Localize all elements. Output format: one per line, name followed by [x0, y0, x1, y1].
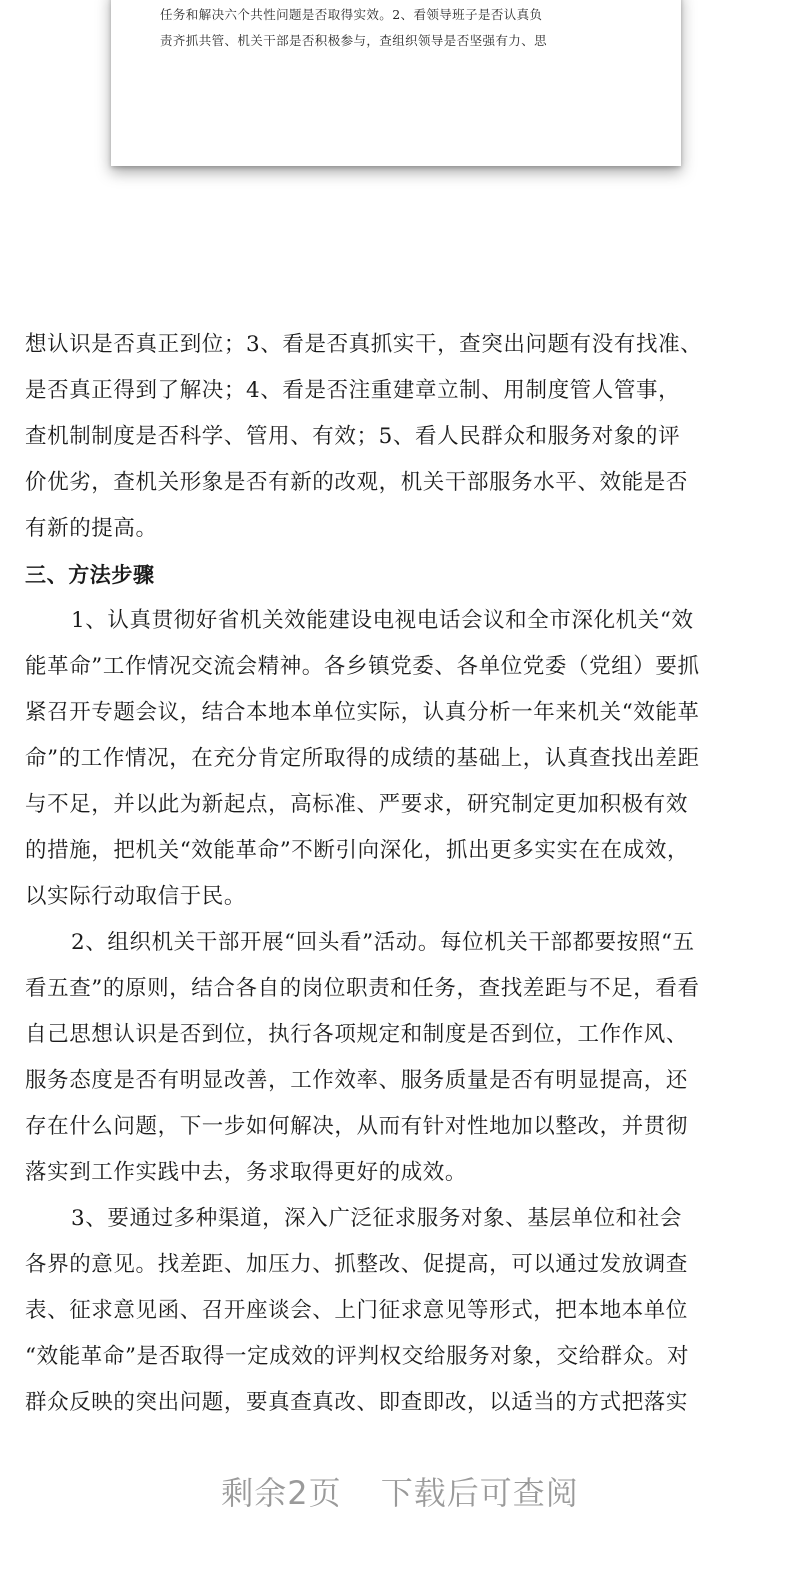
text-line: 服务态度是否有明显改善，工作效率、服务质量是否有明显提高，还	[25, 1068, 689, 1093]
paragraph-start: 2、组织机关干部开展“回头看”活动。每位机关干部都要按照“五	[71, 930, 695, 955]
text-line: 群众反映的突出问题，要真查真改、即查即改，以适当的方式把落实	[25, 1390, 689, 1415]
text-line: 存在什么问题，下一步如何解决，从而有针对性地加以整改，并贯彻	[25, 1114, 689, 1139]
card-text-line: 责齐抓共管、机关干部是否积极参与，查组织领导是否坚强有力、思	[160, 33, 548, 48]
text-line: 各界的意见。找差距、加压力、抓整改、促提高，可以通过发放调查	[25, 1252, 689, 1277]
document-body	[25, 322, 795, 1426]
text-line: 想认识是否真正到位；3、看是否真抓实干，查突出问题有没有找准、	[25, 332, 703, 357]
text-line: 价优劣，查机关形象是否有新的改观，机关干部服务水平、效能是否	[25, 470, 689, 495]
text-line: 看五查”的原则，结合各自的岗位职责和任务，查找差距与不足，看看	[25, 976, 700, 1001]
section-heading: 三、方法步骤	[25, 563, 155, 587]
text-line: 以实际行动取信于民。	[25, 884, 247, 909]
text-line: 与不足，并以此为新起点，高标准、严要求，研究制定更加积极有效	[25, 792, 689, 817]
download-to-view-label[interactable]: 下载后可查阅	[380, 1474, 579, 1512]
page-preview-card	[111, 0, 681, 166]
download-prompt[interactable]	[0, 1468, 800, 1514]
text-line: 能革命”工作情况交流会精神。各乡镇党委、各单位党委（党组）要抓	[25, 654, 700, 679]
text-line: 自己思想认识是否到位，执行各项规定和制度是否到位，工作作风、	[25, 1022, 689, 1047]
remaining-pages-label: 剩余2页	[221, 1474, 342, 1512]
paragraph-start: 1、认真贯彻好省机关效能建设电视电话会议和全市深化机关“效	[71, 608, 694, 633]
text-line: 查机制制度是否科学、管用、有效；5、看人民群众和服务对象的评	[25, 424, 681, 449]
text-line: 的措施，把机关“效能革命”不断引向深化，抓出更多实实在在成效，	[25, 838, 690, 863]
paragraph-start: 3、要通过多种渠道，深入广泛征求服务对象、基层单位和社会	[71, 1206, 682, 1231]
text-line: 落实到工作实践中去，务求取得更好的成效。	[25, 1160, 468, 1185]
card-text-line: 任务和解决六个共性问题是否取得实效。2、看领导班子是否认真负	[160, 7, 543, 22]
text-line: 有新的提高。	[25, 516, 158, 541]
text-line: 表、征求意见函、召开座谈会、上门征求意见等形式，把本地本单位	[25, 1298, 689, 1323]
text-line: 是否真正得到了解决；4、看是否注重建章立制、用制度管人管事，	[25, 378, 681, 403]
text-line: 紧召开专题会议，结合本地本单位实际，认真分析一年来机关“效能革	[25, 700, 700, 725]
text-line: 命”的工作情况，在充分肯定所取得的成绩的基础上，认真查找出差距	[25, 746, 700, 771]
text-line: “效能革命”是否取得一定成效的评判权交给服务对象，交给群众。对	[25, 1344, 690, 1369]
